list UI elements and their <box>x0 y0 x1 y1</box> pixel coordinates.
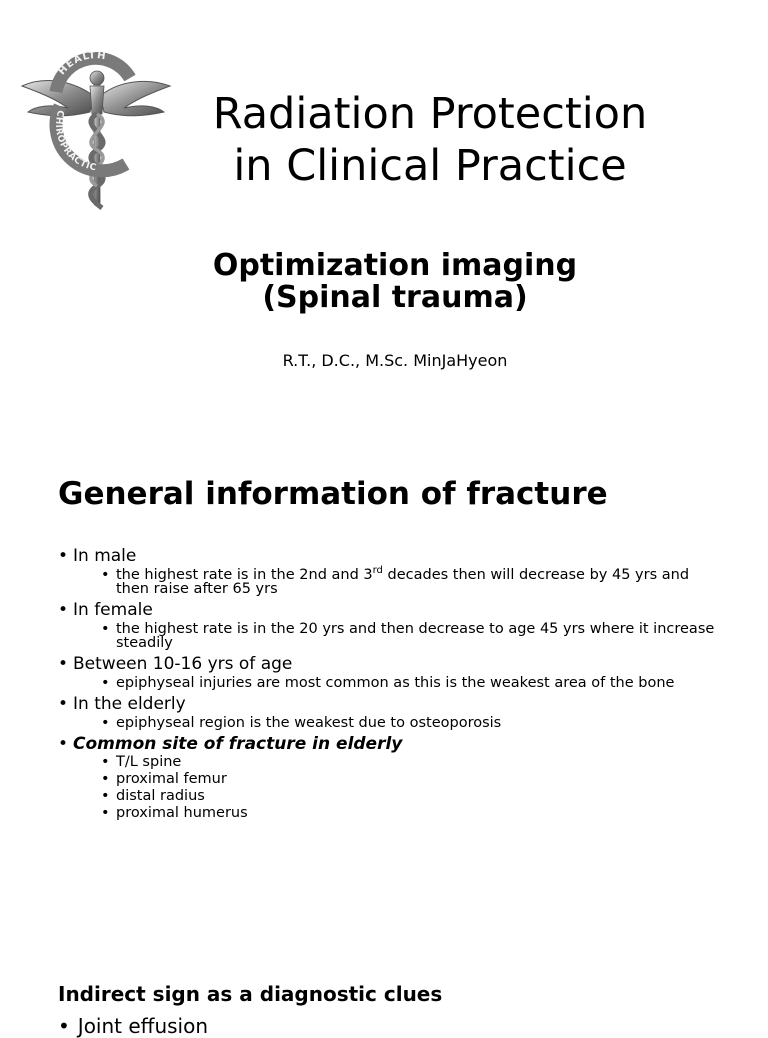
bullet-text: Between 10-16 yrs of age <box>73 654 293 674</box>
sub-bullet-text: the highest rate is in the 20 yrs and then decrease to age 45 yrs where it increase steadily <box>116 621 715 651</box>
sub-bullet-list <box>73 676 718 690</box>
sub-bullet-item <box>73 788 718 805</box>
slide-title-line-1: Radiation Protection <box>212 89 648 139</box>
sub-bullet-item <box>73 754 718 771</box>
bullet-text: In female <box>73 600 153 620</box>
slide-heading: General information of fracture <box>58 476 608 512</box>
slide-title-line-2: in Clinical Practice <box>233 141 627 191</box>
sub-bullet-text-cont: decades then will decrease by 45 yrs and then raise after 65 yrs <box>116 567 690 597</box>
sub-bullet-item <box>73 565 718 597</box>
bullet-text: Common site of fracture in elderly <box>73 734 403 754</box>
sub-bullet-item <box>73 716 718 730</box>
sub-bullet-list <box>73 716 718 730</box>
bullet-text: In the elderly <box>73 694 186 714</box>
sub-bullet-list <box>73 622 718 650</box>
author-credit: R.T., D.C., M.Sc. MinJaHyeon <box>282 351 508 370</box>
slide-subtitle <box>150 250 640 314</box>
sub-bullet-item <box>73 771 718 788</box>
bullet-item <box>58 600 718 650</box>
sub-bullet-text: distal radius <box>116 788 205 804</box>
superscript: rd <box>372 565 383 577</box>
next-slide-bullet: • Joint effusion <box>58 1014 208 1038</box>
sub-bullet-text: epiphyseal region is the weakest due to osteoporosis <box>116 715 502 731</box>
sub-bullet-item <box>73 805 718 822</box>
sub-bullet-text: the highest rate is in the 2nd and 3 <box>116 567 373 583</box>
sub-bullet-list <box>73 565 718 597</box>
bullet-list <box>58 544 718 822</box>
fracture-info-slide <box>0 452 768 1038</box>
sub-bullet-text: epiphyseal injuries are most common as this is the weakest area of the bone <box>116 675 675 691</box>
slide-title <box>150 88 710 192</box>
sub-bullet-item <box>73 622 718 650</box>
logo-ring-text-top: HEALTH <box>56 52 108 78</box>
sub-bullet-text: proximal humerus <box>116 805 248 821</box>
next-slide-heading: Indirect sign as a diagnostic clues <box>58 982 443 1006</box>
bullet-text: In male <box>73 546 137 566</box>
logo-ring-text-side: CHIROPRACTIC <box>52 108 98 174</box>
sub-bullet-text: proximal femur <box>116 771 227 787</box>
bullet-item-emphasized <box>58 734 718 822</box>
bullet-item <box>58 546 718 596</box>
sub-bullet-item <box>73 676 718 690</box>
bullet-item <box>58 654 718 690</box>
slide-subtitle-line-2: (Spinal trauma) <box>262 280 528 315</box>
title-slide <box>0 0 768 440</box>
sub-bullet-text: T/L spine <box>116 754 182 770</box>
sub-bullet-list <box>73 754 718 822</box>
bullet-item <box>58 694 718 730</box>
slide-subtitle-line-1: Optimization imaging <box>212 248 578 283</box>
